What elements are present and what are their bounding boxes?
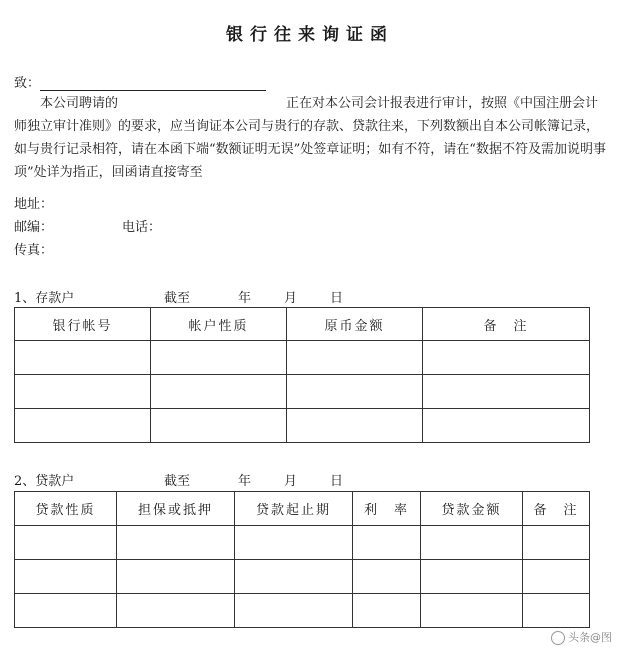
- table-cell[interactable]: [523, 526, 590, 560]
- deposit-col-amount: 原币金额: [287, 308, 423, 341]
- deposit-col-remark: 备 注: [423, 308, 590, 341]
- watermark: [551, 629, 612, 645]
- phone-line: [122, 216, 161, 235]
- table-cell[interactable]: [353, 594, 421, 628]
- table-cell[interactable]: [15, 594, 117, 628]
- deposit-table: [14, 307, 590, 443]
- table-cell[interactable]: [287, 375, 423, 409]
- table-cell[interactable]: [15, 409, 151, 443]
- table-cell[interactable]: [353, 526, 421, 560]
- deposit-month: 月: [284, 291, 298, 306]
- table-cell[interactable]: [15, 560, 117, 594]
- table-cell[interactable]: [117, 560, 235, 594]
- loan-col-collateral: 担保或抵押: [117, 492, 235, 526]
- postcode-line: [14, 216, 53, 235]
- table-cell[interactable]: [117, 594, 235, 628]
- postcode-label: 邮编：: [14, 220, 54, 235]
- watermark-text: 头条@图: [568, 631, 612, 644]
- recipient-line: [14, 72, 266, 91]
- loan-heading: [14, 470, 343, 489]
- table-cell[interactable]: [523, 560, 590, 594]
- table-cell[interactable]: [423, 341, 590, 375]
- loan-year: 年: [238, 474, 252, 489]
- table-cell[interactable]: [15, 375, 151, 409]
- loan-header-row: [15, 492, 590, 526]
- table-cell[interactable]: [15, 526, 117, 560]
- table-cell[interactable]: [235, 594, 353, 628]
- loan-day: 日: [330, 474, 344, 489]
- table-cell[interactable]: [423, 409, 590, 443]
- phone-label: 电话：: [122, 220, 162, 235]
- loan-col-rate: 利 率: [353, 492, 421, 526]
- fax-label: 传真：: [14, 243, 54, 258]
- deposit-header-row: [15, 308, 590, 341]
- loan-month: 月: [284, 474, 298, 489]
- loan-col-remark: 备 注: [523, 492, 590, 526]
- table-cell[interactable]: [423, 375, 590, 409]
- table-cell[interactable]: [353, 560, 421, 594]
- deposit-day: 日: [330, 291, 344, 306]
- table-cell[interactable]: [117, 526, 235, 560]
- deposit-title: 1、存款户: [14, 291, 75, 306]
- table-row: [15, 526, 590, 560]
- letter-title: 银行往来询证函: [226, 25, 394, 45]
- table-cell[interactable]: [151, 341, 287, 375]
- loan-col-nature: 贷款性质: [15, 492, 117, 526]
- table-cell[interactable]: [421, 560, 523, 594]
- loan-table: [14, 491, 590, 628]
- table-cell[interactable]: [421, 594, 523, 628]
- loan-title: 2、贷款户: [14, 474, 75, 489]
- deposit-cutoff: 截至: [164, 291, 191, 306]
- deposit-col-type: 帐户性质: [151, 308, 287, 341]
- table-cell[interactable]: [235, 560, 353, 594]
- fax-line: [14, 239, 53, 258]
- table-cell[interactable]: [151, 375, 287, 409]
- address-line: [14, 193, 53, 212]
- loan-col-period: 贷款起止期: [235, 492, 353, 526]
- deposit-col-account: 银行帐号: [15, 308, 151, 341]
- body-part1: 本公司聘请的: [40, 96, 119, 111]
- table-row: [15, 594, 590, 628]
- watermark-logo-icon: [551, 631, 565, 645]
- body-part2: 正在对本公司会计报表进行审计，按照《中国注册会计师独立审计准则》的要求，应当询证本公司与贵行的存款、贷款往来，下列数额出自本公司帐簿记录，如与贵行记录相符，请在本函下端“数额证明无误”处签章证明；如有不符，请在“数据不符及需加说明事项”处详为指正，回函请直接寄至: [14, 96, 606, 180]
- table-cell[interactable]: [523, 594, 590, 628]
- table-cell[interactable]: [151, 409, 287, 443]
- deposit-year: 年: [238, 291, 252, 306]
- loan-col-amount: 贷款金额: [421, 492, 523, 526]
- deposit-heading: [14, 287, 343, 306]
- table-cell[interactable]: [287, 409, 423, 443]
- table-cell[interactable]: [15, 341, 151, 375]
- to-label: 致：: [14, 76, 41, 91]
- loan-cutoff: 截至: [164, 474, 191, 489]
- table-row: [15, 375, 590, 409]
- letter-body: [14, 92, 606, 184]
- table-row: [15, 560, 590, 594]
- table-row: [15, 409, 590, 443]
- recipient-blank: [40, 78, 266, 91]
- table-cell[interactable]: [235, 526, 353, 560]
- table-cell[interactable]: [287, 341, 423, 375]
- table-row: [15, 341, 590, 375]
- table-cell[interactable]: [421, 526, 523, 560]
- address-label: 地址：: [14, 197, 54, 212]
